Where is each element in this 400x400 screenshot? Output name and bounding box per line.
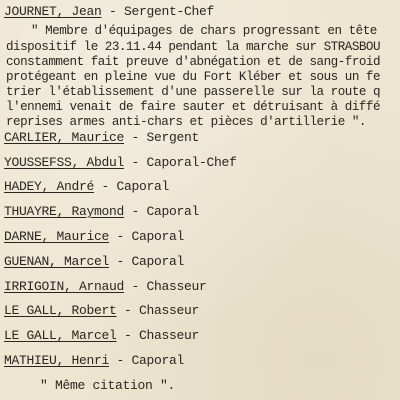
citation-line: " Membre d'équipages de chars progressant en tête <box>31 24 377 38</box>
personnel-name: LE GALL, Robert <box>4 303 117 318</box>
personnel-separator: - <box>116 328 140 343</box>
personnel-rank: Sergent <box>146 130 200 145</box>
personnel-rank: Caporal-Chef <box>146 155 237 170</box>
personnel-name: YOUSSEFSS, Abdul <box>4 155 125 170</box>
personnel-separator: - <box>124 204 147 219</box>
citation-line: dispositif le 23.11.44 pendant la marche sur STRASBOU <box>6 40 381 54</box>
personnel-rank: Caporal <box>131 229 185 244</box>
personnel-separator: - <box>116 303 140 318</box>
personnel-name: CARLIER, Maurice <box>4 130 125 145</box>
personnel-entry <box>4 255 184 269</box>
personnel-separator: - <box>109 254 132 269</box>
personnel-separator: - <box>109 353 132 368</box>
personnel-name: LE GALL, Marcel <box>4 328 117 343</box>
personnel-name: GUENAN, Marcel <box>4 254 110 269</box>
citation-line: constamment fait preuve d'abnégation et de sang-froid <box>6 55 381 69</box>
personnel-separator: - <box>124 155 147 170</box>
citation-line: protégeant en pleine vue du Fort Kléber et sous un fe <box>6 70 381 84</box>
personnel-entry <box>4 354 184 368</box>
header-separator: - <box>101 4 125 19</box>
personnel-rank: Chasseur <box>146 279 207 294</box>
personnel-entry <box>4 180 169 194</box>
personnel-rank: Chasseur <box>139 328 200 343</box>
header-rank: Sergent-Chef <box>124 4 215 19</box>
personnel-entry <box>4 230 184 244</box>
personnel-rank: Caporal <box>131 353 185 368</box>
personnel-separator: - <box>109 229 132 244</box>
citation-line: reprises armes anti-chars et pièces d'artillerie ". <box>6 115 366 129</box>
header-name: JOURNET, Jean <box>4 4 102 19</box>
personnel-entry <box>4 205 199 219</box>
closing-citation: " Même citation ". <box>40 378 176 393</box>
citation-line: trier l'établissement d'une passerelle sur la route q <box>6 85 381 99</box>
personnel-entry <box>4 304 199 318</box>
personnel-rank: Caporal <box>131 254 185 269</box>
personnel-rank: Caporal <box>116 179 170 194</box>
personnel-entry <box>4 156 237 170</box>
personnel-rank: Caporal <box>146 204 200 219</box>
personnel-name: MATHIEU, Henri <box>4 353 110 368</box>
personnel-separator: - <box>94 179 117 194</box>
personnel-entry <box>4 131 199 145</box>
personnel-separator: - <box>124 279 147 294</box>
personnel-name: IRRIGOIN, Arnaud <box>4 279 125 294</box>
personnel-entry <box>4 329 199 343</box>
personnel-name: HADEY, André <box>4 179 95 194</box>
personnel-name: DARNE, Maurice <box>4 229 110 244</box>
personnel-separator: - <box>124 130 147 145</box>
header-line <box>4 5 214 19</box>
citation-line: l'ennemi venait de faire sauter et détruisant à diffé <box>6 100 381 114</box>
personnel-entry <box>4 280 207 294</box>
personnel-rank: Chasseur <box>139 303 200 318</box>
personnel-name: THUAYRE, Raymond <box>4 204 125 219</box>
